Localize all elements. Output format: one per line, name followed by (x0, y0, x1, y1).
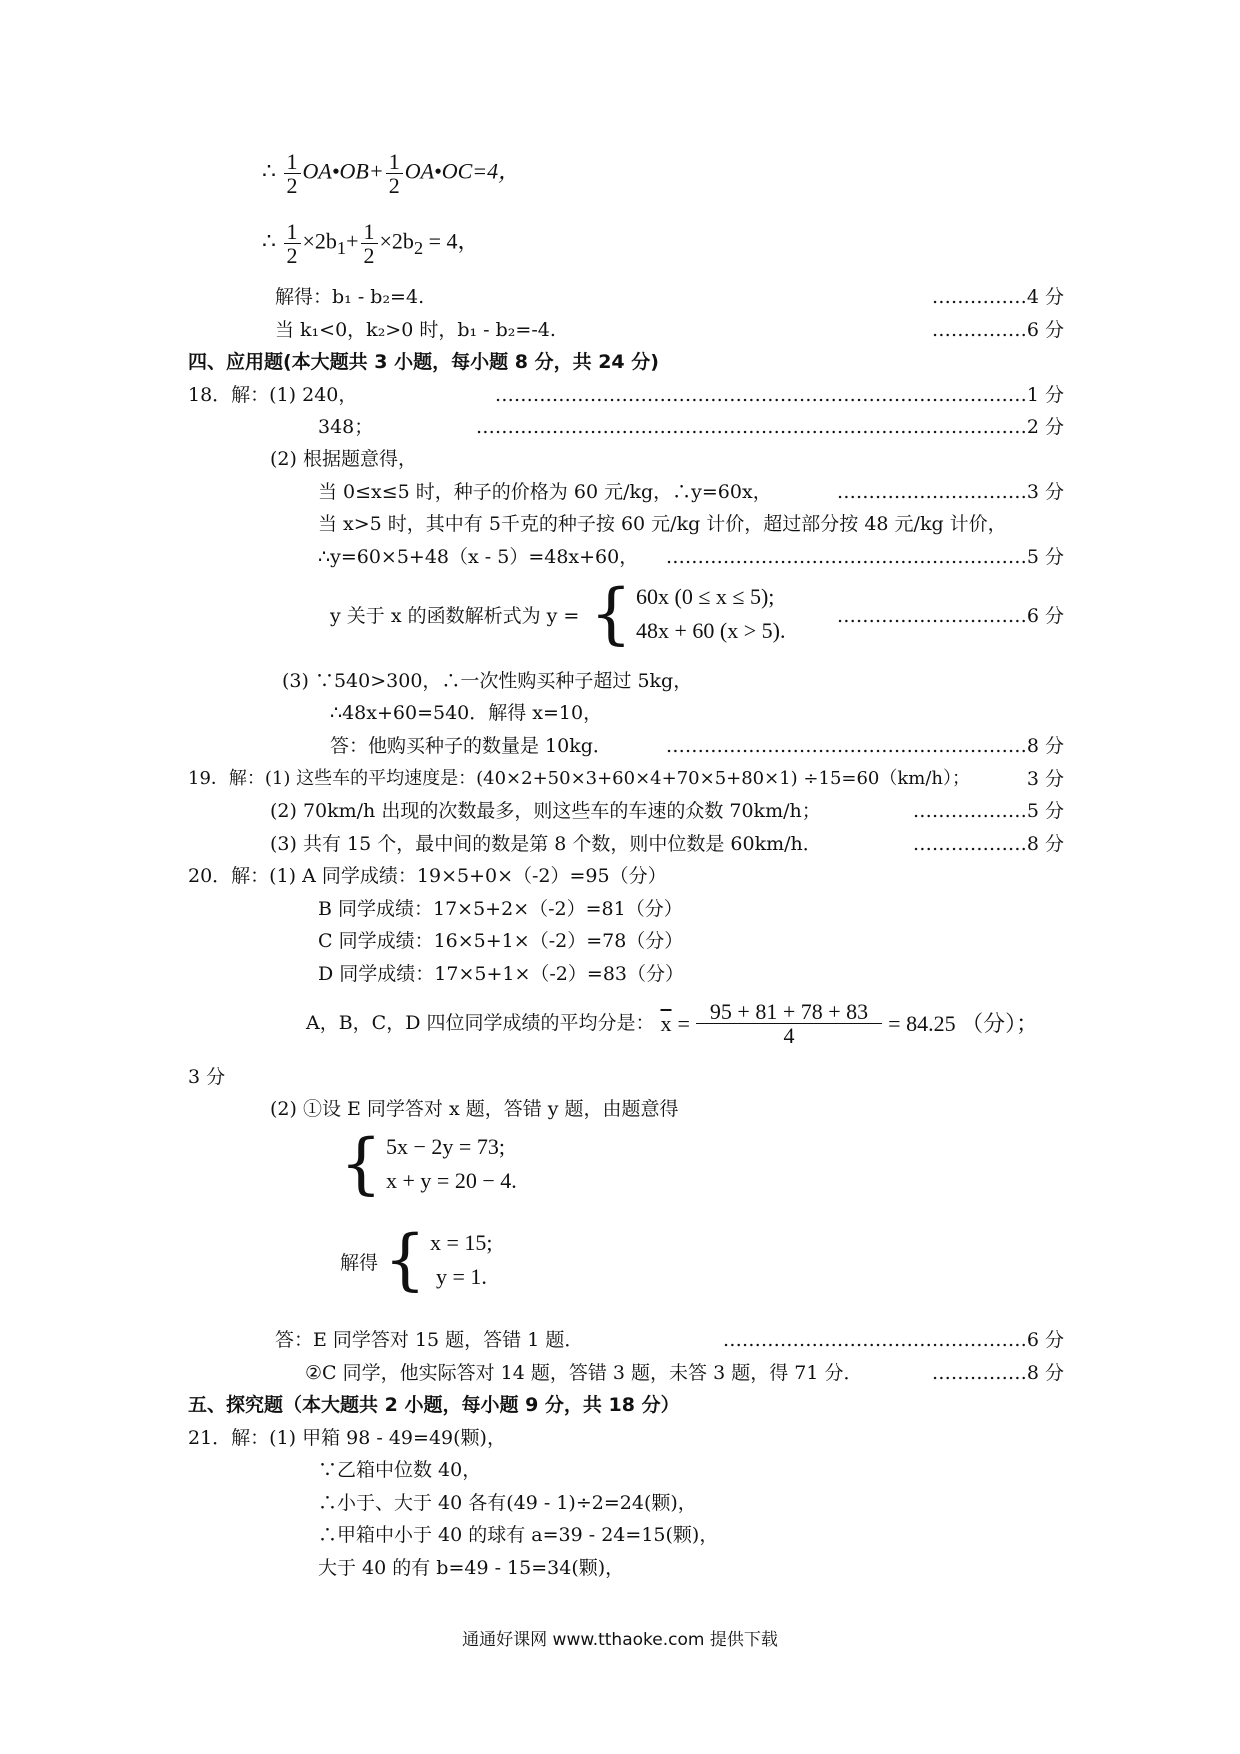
q18-score-3: …………………………3 分 (836, 481, 1064, 503)
equation-system-2 (384, 1221, 493, 1299)
fraction-half: $\frac{1}{2}$ (284, 220, 301, 267)
q18-line-4: 当 0≤x≤5 时，种子的价格为 60 元/kg，∴y=60x， (318, 481, 772, 503)
x-bar: $\overline{x}$ (660, 1010, 672, 1036)
equation-line-2 (262, 220, 480, 267)
q20-line-3: C 同学成绩：16×5+1×（-2）=78（分） (318, 930, 684, 952)
q18-line-2: 348； (318, 416, 374, 438)
left-brace: { (340, 1125, 382, 1203)
solve-line: 解得：b₁ - b₂=4. (275, 286, 425, 308)
average-text: A，B，C，D 四位同学成绩的平均分是： (306, 1012, 655, 1035)
section-5-title: 五、探究题（本大题共 2 小题，每小题 9 分，共 18 分） (188, 1394, 680, 1416)
condition-line: 当 k₁<0，k₂>0 时，b₁ - b₂=-4. (275, 319, 556, 341)
system-1-row-2: x + y = 20 − 4. (386, 1168, 517, 1194)
q18-score-6: …………………………6 分 (836, 605, 1064, 627)
q18-score-2: ……………………………………………………………………………2 分 (475, 416, 1064, 438)
eq2-term-b: ×2b (379, 228, 414, 254)
q20-answer: 答：E 同学答对 15 题，答错 1 题． (275, 1329, 584, 1351)
q21-line-1: 21．解：(1) 甲箱 98 - 49=49(颗)， (188, 1427, 506, 1449)
average-fraction: $\frac{95 + 81 + 78 + 83}{4}$ (696, 1000, 882, 1047)
q20-line-4: D 同学成绩：17×5+1×（-2）=83（分） (318, 963, 684, 985)
fraction-half: $\frac{1}{2}$ (361, 220, 378, 267)
q20-part-2b: ②C 同学，他实际答对 14 题，答错 3 题，未答 3 题，得 71 分． (305, 1362, 863, 1384)
average-result: = 84.25 （分）； (888, 1010, 1039, 1036)
q20-score-3: 3 分 (188, 1066, 226, 1088)
eq2-result: = 4， (428, 228, 480, 254)
q18-line-9: ∴48x+60=540．解得 x=10， (330, 702, 603, 724)
left-brace: { (384, 1221, 426, 1299)
piecewise-rows (636, 580, 785, 648)
q20-score-8: ……………8 分 (931, 1362, 1064, 1384)
fraction-half: $\frac{1}{2}$ (386, 150, 403, 197)
q18-function-text: y 关于 x 的函数解析式为 y = (330, 605, 580, 627)
equals-sign: = (677, 1010, 690, 1036)
q18-score-8: …………………………………………………8 分 (665, 735, 1064, 757)
q18-line-8: (3) ∵540>300，∴一次性购买种子超过 5kg， (282, 670, 693, 692)
q19-line-3: (3) 共有 15 个，最中间的数是第 8 个数，则中位数是 60km/h． (270, 833, 822, 855)
fraction-half: $\frac{1}{2}$ (284, 150, 301, 197)
equation-line-1 (262, 150, 520, 197)
therefore-symbol: ∴ (262, 228, 276, 254)
eq1-term-a: OA•OB+ (302, 158, 384, 184)
q18-line-3: (2) 根据题意得， (270, 448, 417, 470)
q21-line-5: 大于 40 的有 b=49 - 15=34(颗)， (318, 1557, 625, 1579)
q19-score-5: ………………5 分 (912, 800, 1064, 822)
q19-line-2: (2) 70km/h 出现的次数最多，则这些车的车速的众数 70km/h； (270, 800, 821, 822)
subscript: 1 (336, 238, 347, 259)
score-6: ……………6 分 (931, 319, 1064, 341)
section-4-title: 四、应用题(本大题共 3 小题，每小题 8 分，共 24 分) (188, 351, 659, 373)
page-footer: 通通好课网 www.tthaoke.com 提供下载 (462, 1630, 778, 1650)
subscript: 2 (413, 238, 424, 259)
q19-score-8: ………………8 分 (912, 833, 1064, 855)
q21-line-4: ∴甲箱中小于 40 的球有 a=39 - 24=15(颗)， (318, 1524, 719, 1546)
q20-line-1: 20．解：(1) A 同学成绩：19×5+0×（-2）=95（分） (188, 865, 667, 887)
q18-line-6: ∴y=60×5+48（x - 5）=48x+60， (318, 546, 639, 568)
q19-line-1: 19．解：(1) 这些车的平均速度是：(40×2+50×3+60×4+70×5+80×1) ÷15=60（km/h）； (188, 768, 971, 789)
solve-label: 解得 (340, 1252, 379, 1274)
q20-line-2: B 同学成绩：17×5+2×（-2）=81（分） (318, 898, 683, 920)
q21-line-2: ∵乙箱中位数 40， (318, 1459, 482, 1481)
q20-average-line (306, 1000, 1038, 1047)
q20-part-2: (2) ①设 E 同学答对 x 题，答错 y 题，由题意得 (270, 1098, 679, 1120)
q18-score-1: …………………………………………………………………………1 分 (494, 384, 1064, 406)
plus-sign: + (346, 228, 359, 254)
q18-piecewise (590, 575, 786, 653)
q18-line-10: 答：他购买种子的数量是 10kg． (330, 735, 612, 757)
system-1-row-1: 5x − 2y = 73; (386, 1134, 505, 1159)
equation-system-1 (340, 1125, 517, 1203)
system-2-row-2: y = 1. (436, 1264, 487, 1290)
piecewise-row-2: 48x + 60 (x > 5). (636, 618, 786, 644)
piecewise-row-1: 60x (0 ≤ x ≤ 5); (636, 584, 775, 609)
q19-score-3: 3 分 (1026, 768, 1064, 790)
score-4: ……………4 分 (931, 286, 1064, 308)
eq2-term-a: ×2b (302, 228, 337, 254)
system-1-rows (386, 1130, 517, 1198)
therefore-symbol: ∴ (262, 158, 276, 184)
system-2-rows (430, 1226, 493, 1294)
q18-line-5: 当 x>5 时，其中有 5千克的种子按 60 元/kg 计价，超过部分按 48 元/kg 计价， (318, 513, 1007, 535)
q18-score-5: …………………………………………………5 分 (665, 546, 1064, 568)
left-brace: { (590, 575, 632, 653)
q20-score-6: …………………………………………6 分 (722, 1329, 1064, 1351)
system-2-row-1: x = 15; (430, 1230, 493, 1255)
q21-line-3: ∴小于、大于 40 各有(49 - 1)÷2=24(颗)， (318, 1492, 697, 1514)
eq1-term-b: OA•OC=4， (404, 158, 521, 184)
q18-line-1: 18．解：(1) 240， (188, 384, 358, 406)
